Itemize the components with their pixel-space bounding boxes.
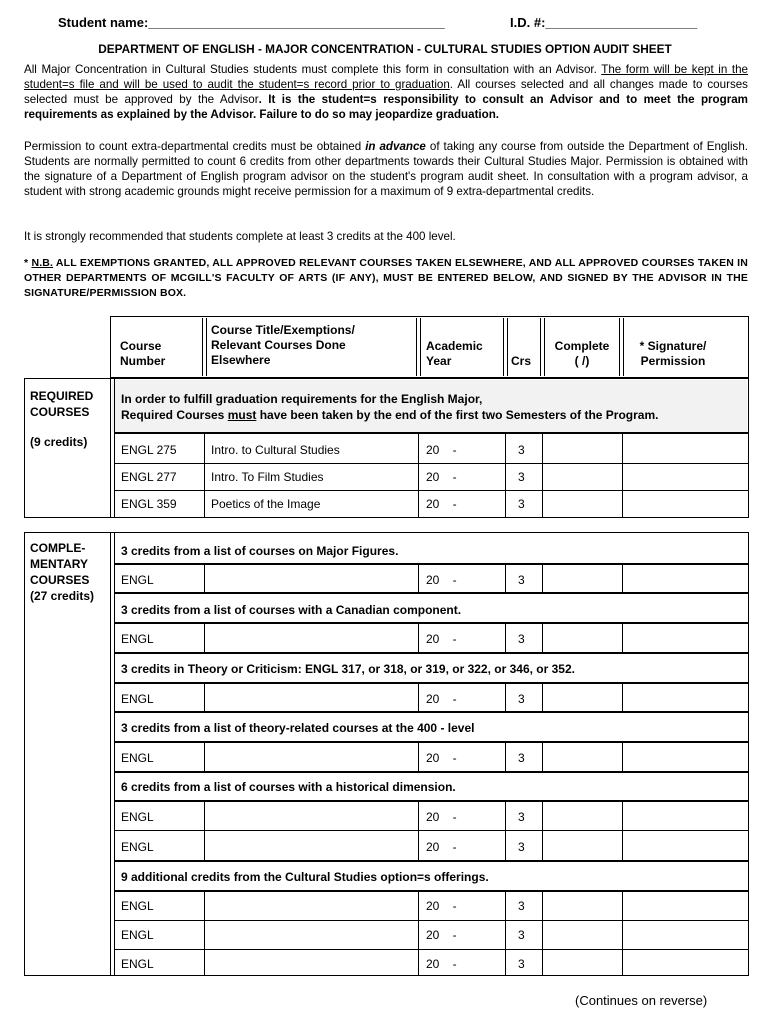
comp-section-4-row-1-year[interactable]: 20 - <box>426 751 457 765</box>
required-credits: (9 credits) <box>30 435 88 449</box>
col-complete: Complete ( /) <box>554 339 610 368</box>
comp-section-1-row-1-crs: 3 <box>518 573 525 587</box>
complementary-label: COMPLE- MENTARY COURSES <box>30 541 90 587</box>
comp-section-4-row-1-number[interactable]: ENGL <box>121 751 154 765</box>
comp-section-5-row-2-crs: 3 <box>518 840 525 854</box>
required-row-1-number: ENGL 275 <box>121 443 177 457</box>
comp-section-6-row-2-year[interactable]: 20 - <box>426 928 457 942</box>
required-row-2-year[interactable]: 20 - <box>426 470 457 484</box>
comp-section-4-row-1-crs: 3 <box>518 751 525 765</box>
required-row-2-number: ENGL 277 <box>121 470 177 484</box>
comp-section-5-row-2-number[interactable]: ENGL <box>121 840 154 854</box>
required-row-3-title: Poetics of the Image <box>211 497 321 511</box>
comp-section-2-row-1-crs: 3 <box>518 632 525 646</box>
required-row-1-title: Intro. to Cultural Studies <box>211 443 340 457</box>
col-course-title: Course Title/Exemptions/ Relevant Courses Done Elsewhere <box>211 323 355 367</box>
comp-section-5-row-1-number[interactable]: ENGL <box>121 810 154 824</box>
comp-section-3-row-1-year[interactable]: 20 - <box>426 692 457 706</box>
comp-section-4-heading: 3 credits from a list of theory-related courses at the 400 - level <box>121 721 475 735</box>
comp-section-6-row-3-crs: 3 <box>518 957 525 971</box>
required-row-3-number: ENGL 359 <box>121 497 177 511</box>
col-crs: Crs <box>511 354 532 368</box>
required-row-1-crs: 3 <box>518 443 525 457</box>
comp-section-3-heading: 3 credits in Theory or Criticism: ENGL 317, or 318, or 319, or 322, or 346, or 352. <box>121 662 575 676</box>
intro-paragraph-2: Permission to count extra-departmental credits must be obtained in advance of taking any course from outside the Department of English. Students are normally permitted to count 6 credits from other departments towards their Cultural Studies Major. Permission is obtained with the signature of a Department of English program advisor on the student's program audit sheet. In consultation with a program advisor, a student with strong academic grounds might receive permission for a maximum of 9 extra-departmental credits. <box>24 140 748 198</box>
required-row-3-crs: 3 <box>518 497 525 511</box>
comp-section-6-row-3-number[interactable]: ENGL <box>121 957 154 971</box>
continues-note: (Continues on reverse) <box>575 993 708 1008</box>
col-course-number: Course Number <box>120 339 166 368</box>
comp-section-2-row-1-number[interactable]: ENGL <box>121 632 154 646</box>
comp-section-1-heading: 3 credits from a list of courses on Major Figures. <box>121 544 399 558</box>
comp-section-6-row-2-crs: 3 <box>518 928 525 942</box>
id-label: I.D. #: <box>510 15 546 30</box>
comp-section-1-row-1-year[interactable]: 20 - <box>426 573 457 587</box>
complementary-credits: (27 credits) <box>30 589 95 603</box>
comp-section-5-row-1-year[interactable]: 20 - <box>426 810 457 824</box>
required-row-2-crs: 3 <box>518 470 525 484</box>
comp-section-3-row-1-crs: 3 <box>518 692 525 706</box>
required-note: In order to fulfill graduation requirements for the English Major, Required Courses must have been taken by the end of the first two Semesters of the Program. <box>121 392 659 422</box>
comp-section-3-row-1-number[interactable]: ENGL <box>121 692 154 706</box>
required-label: REQUIRED COURSES <box>30 389 94 419</box>
comp-section-6-row-2-number[interactable]: ENGL <box>121 928 154 942</box>
col-signature: * Signature/ Permission <box>639 339 707 368</box>
comp-section-6-row-1-year[interactable]: 20 - <box>426 899 457 913</box>
student-name-blank[interactable]: _________________________________________ <box>148 15 445 30</box>
col-academic-year: Academic Year <box>426 339 483 368</box>
intro-paragraph-1: All Major Concentration in Cultural Studies students must complete this form in consultation with an Advisor. The form will be kept in the student=s file and will be used to audit the student=s record prior to graduation. All courses selected and all changes made to courses selected must be approved by the Advisor. It is the student=s responsibility to consult an Advisor and to meet the program requirements as explained by the Advisor. Failure to do so may jeopardize graduation. <box>24 63 749 121</box>
comp-section-6-row-1-number[interactable]: ENGL <box>121 899 154 913</box>
required-row-3-year[interactable]: 20 - <box>426 497 457 511</box>
intro-paragraph-3: It is strongly recommended that students complete at least 3 credits at the 400 level. <box>24 230 456 243</box>
student-name-label: Student name: <box>58 15 149 30</box>
comp-section-5-row-1-crs: 3 <box>518 810 525 824</box>
nb-notice: * N.B. ALL EXEMPTIONS GRANTED, ALL APPROVED RELEVANT COURSES TAKEN ELSEWHERE, AND ALL APPROVED COURSES TAKEN IN OTHER DEPARTMENTS OF MCGILL'S FACULTY OF ARTS (IF ANY), MUST BE ENTERED BELOW, AND SIGNED BY THE ADVISOR IN THE SIGNATURE/PERMISSION BOX. <box>24 257 748 299</box>
comp-section-6-row-1-crs: 3 <box>518 899 525 913</box>
comp-section-1-row-1-number[interactable]: ENGL <box>121 573 154 587</box>
comp-section-5-heading: 6 credits from a list of courses with a historical dimension. <box>121 780 456 794</box>
required-row-2-title: Intro. To Film Studies <box>211 470 324 484</box>
comp-section-2-row-1-year[interactable]: 20 - <box>426 632 457 646</box>
comp-section-6-row-3-year[interactable]: 20 - <box>426 957 457 971</box>
student-name-field[interactable] <box>58 15 445 30</box>
page-title: DEPARTMENT OF ENGLISH - MAJOR CONCENTRATION - CULTURAL STUDIES OPTION AUDIT SHEET <box>98 42 672 56</box>
id-blank[interactable]: _____________________ <box>545 15 698 30</box>
required-row-1-year[interactable]: 20 - <box>426 443 457 457</box>
comp-section-6-heading: 9 additional credits from the Cultural Studies option=s offerings. <box>121 870 489 884</box>
comp-section-5-row-2-year[interactable]: 20 - <box>426 840 457 854</box>
id-field[interactable] <box>510 15 697 30</box>
comp-section-2-heading: 3 credits from a list of courses with a Canadian component. <box>121 603 462 617</box>
